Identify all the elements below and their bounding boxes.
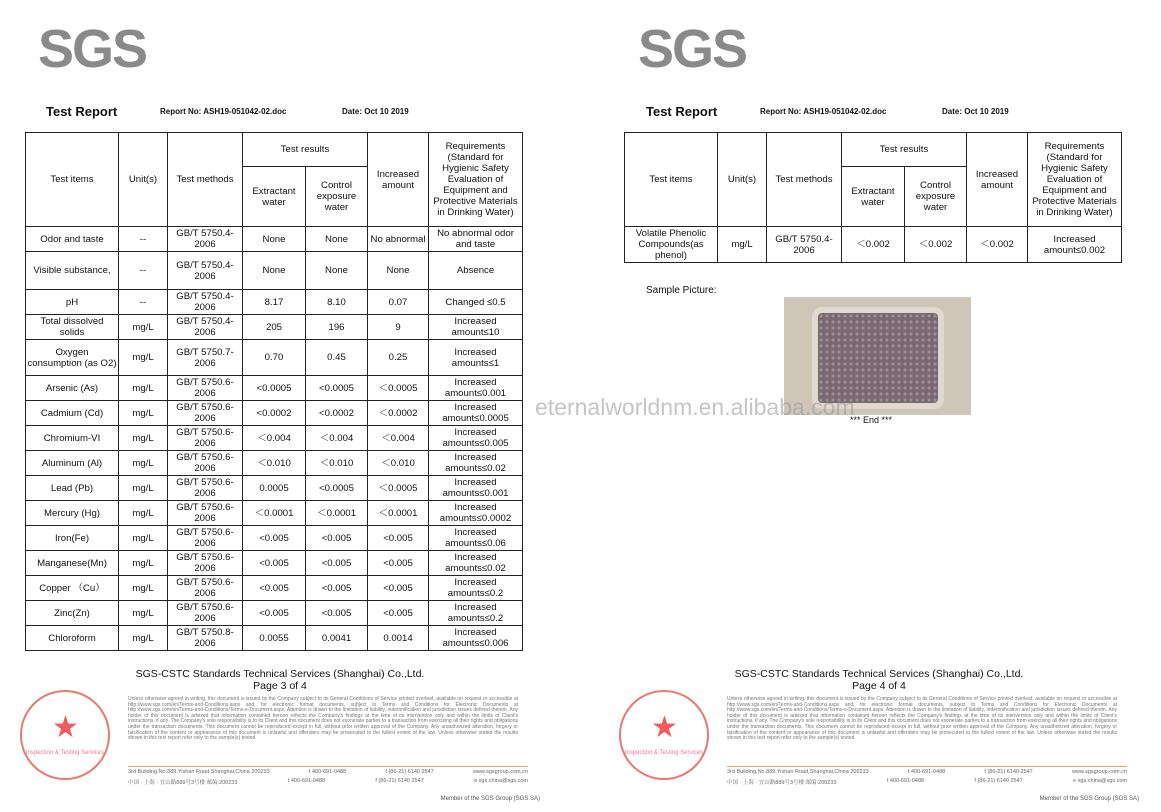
table-cell: None [306,227,368,252]
address-en: 3rd Building,No.889,Yishan Road,Shanghai,China 200233 [727,769,869,775]
table-cell: Increased amounts≤0.006 [429,626,523,651]
fax: f (86-21) 6140 2547 [974,778,1023,784]
table-cell: 0.0014 [368,626,429,651]
table-cell: GB/T 5750.4-2006 [168,252,243,290]
website[interactable]: www.sgsgroup.com.cn [472,769,528,775]
table-cell: 8.10 [306,290,368,315]
address-cn: 中国 · 上海 · 宜山路889号3号楼 邮编:200233 [727,780,837,786]
watermark: eternalworldnm.en.alibaba.com [535,394,855,420]
table-row [26,501,523,526]
table-row [26,340,523,376]
table-cell: <0.005 [306,551,368,576]
table-cell: Increased amount≤0.002 [1028,227,1122,263]
table-cell: GB/T 5750.6-2006 [168,501,243,526]
table-cell: Mercury (Hg) [26,501,119,526]
table-cell: Lead (Pb) [26,476,119,501]
table-cell: 0.70 [243,340,306,376]
table-cell: GB/T 5750.6-2006 [168,451,243,476]
table-cell: Increased amounts≤0.02 [429,451,523,476]
fax: f (86-21) 6140 2547 [385,769,434,775]
table-cell: ＜0.010 [306,451,368,476]
table-cell: Absence [429,252,523,290]
table-cell: GB/T 5750.6-2006 [168,376,243,401]
table-cell: GB/T 5750.4-2006 [168,227,243,252]
table-cell: Changed ≤0.5 [429,290,523,315]
table-cell: GB/T 5750.4-2006 [767,227,842,263]
col-test-items: Test items [625,133,718,227]
table-cell: GB/T 5750.6-2006 [168,401,243,426]
report-date: Date: Oct 10 2019 [942,107,1009,116]
stamp-text: Inspection & Testing Services [624,750,704,756]
table-cell: GB/T 5750.4-2006 [168,290,243,315]
address-block [727,766,1127,787]
table-cell: Increased amounts≤0.001 [429,476,523,501]
email[interactable]: e sgs.china@sgs.com [1073,778,1127,784]
table-cell: Increased amounts≤0.005 [429,426,523,451]
table-row [26,576,523,601]
col-test-results: Test results [842,133,967,167]
table-cell: <0.005 [368,551,429,576]
table-cell: mg/L [119,426,168,451]
table-cell: <0.0005 [306,376,368,401]
table-cell: <0.005 [243,551,306,576]
footer-company [0,668,560,692]
table-cell: <0.005 [243,601,306,626]
table-cell: Manganese(Mn) [26,551,119,576]
address-cn: 中国 · 上海 · 宜山路889号3号楼 邮编:200233 [128,780,238,786]
table-cell: Volatile Phenolic Compounds(as phenol) [625,227,718,263]
table-cell: mg/L [119,476,168,501]
col-extractant: Extractant water [842,167,905,227]
report-page-3 [0,0,560,812]
table-cell: 0.45 [306,340,368,376]
col-units: Unit(s) [119,133,168,227]
table-cell: Aluminum (Al) [26,451,119,476]
table-cell: mg/L [119,526,168,551]
table-cell: 0.0055 [243,626,306,651]
end-marker: *** End *** [850,415,893,425]
table-cell: Odor and taste [26,227,119,252]
table-cell: ＜0.0001 [368,501,429,526]
table-cell: 196 [306,315,368,340]
tel: t 400-691-0488 [907,769,946,775]
tel: t 400-691-0488 [287,778,326,784]
col-extractant: Extractant water [243,167,306,227]
col-methods: Test methods [168,133,243,227]
table-cell: ＜0.0001 [243,501,306,526]
table-cell: ＜0.002 [905,227,967,263]
table-cell: ＜0.010 [243,451,306,476]
col-increased: Increased amount [368,133,429,227]
website[interactable]: www.sgsgroup.com.cn [1071,769,1127,775]
col-requirements: Requirements (Standard for Hygienic Safety Evaluation of Equipment and Protective Materials in Drinking Water) [1028,133,1122,227]
col-units: Unit(s) [718,133,767,227]
table-cell: <0.005 [368,576,429,601]
report-number: Report No: ASH19-051042-02.doc [760,107,887,116]
table-cell: 0.07 [368,290,429,315]
table-cell: GB/T 5750.6-2006 [168,426,243,451]
table-cell: ＜0.0005 [368,376,429,401]
table-cell: pH [26,290,119,315]
table-cell: -- [119,227,168,252]
table-cell: <0.005 [368,601,429,626]
table-cell: <0.005 [306,526,368,551]
table-cell: <0.0002 [306,401,368,426]
page-number: Page 3 of 4 [253,680,307,692]
table-cell: ＜0.0001 [306,501,368,526]
table-cell: No abnormal [368,227,429,252]
table-cell: 205 [243,315,306,340]
table-cell: No abnormal odor and taste [429,227,523,252]
table-row [26,315,523,340]
table-cell: ＜0.004 [306,426,368,451]
table-cell: <0.005 [368,526,429,551]
table-cell: <0.0005 [306,476,368,501]
table-cell: Chloroform [26,626,119,651]
table-cell: Cadmium (Cd) [26,401,119,426]
table-cell: ＜0.002 [967,227,1028,263]
table-cell: GB/T 5750.4-2006 [168,315,243,340]
table-cell: None [243,227,306,252]
col-methods: Test methods [767,133,842,227]
footer-company [599,668,1159,692]
company-name: SGS-CSTC Standards Technical Services (Shanghai) Co.,Ltd. [135,668,425,680]
table-cell: mg/L [119,576,168,601]
table-cell: mg/L [119,315,168,340]
report-date: Date: Oct 10 2019 [342,107,409,116]
table-row [26,401,523,426]
table-cell: <0.005 [306,576,368,601]
table-cell: ＜0.004 [368,426,429,451]
table-row [26,476,523,501]
sgs-logo: SGS [38,19,147,79]
table-cell: Copper （Cu） [26,576,119,601]
company-stamp [20,690,110,780]
test-results-table [624,132,1122,263]
sample-bag-image [818,313,938,403]
table-cell: ＜0.0002 [368,401,429,426]
star-icon: ★ [651,711,678,744]
table-cell: GB/T 5750.6-2006 [168,601,243,626]
table-cell: GB/T 5750.8-2006 [168,626,243,651]
report-number: Report No: ASH19-051042-02.doc [160,107,287,116]
table-cell: Arsenic (As) [26,376,119,401]
col-test-results: Test results [243,133,368,167]
table-cell: None [306,252,368,290]
sample-picture-label: Sample Picture: [646,285,717,296]
table-cell: GB/T 5750.6-2006 [168,476,243,501]
email[interactable]: e sgs.china@sgs.com [474,778,528,784]
legal-text: Unless otherwise agreed in writing, this document is issued by the Company subject to its General Conditions of Service printed overleaf, available on request or accessible at http://www.sgs.com/en/Terms-and-Conditions.aspx and, for electronic format documents, subject to Terms and Conditions for Electronic Documents at http://www.sgs.com/en/Terms-and-Conditions/Terms-e-Document.aspx. Attention is drawn to the limitation of liability, indemnification and jurisdiction issues defined therein. Any holder of this document is advised that information contained hereon reflects the Company's findings at the time of its intervention only and within the limits of Client's instructions, if any. The Company's sole responsibility is to its Client and this document does not exonerate parties to a transaction from exercising all their rights and obligations under the transaction documents. This document cannot be reproduced except in full, without prior written approval of the Company. Any unauthorized alteration, forgery or falsification of the content or appearance of this document is unlawful and offenders may be prosecuted to the fullest extent of the law. Unless otherwise stated the results shown in this test report refer only to the sample(s) tested. [128,696,518,742]
table-cell: 0.0041 [306,626,368,651]
col-requirements: Requirements (Standard for Hygienic Safety Evaluation of Equipment and Protective Materials in Drinking Water) [429,133,523,227]
stamp-text: Inspection & Testing Services [25,750,105,756]
col-control: Control exposure water [905,167,967,227]
table-cell: <0.0002 [243,401,306,426]
table-row [26,426,523,451]
table-cell: None [243,252,306,290]
table-row [625,227,1122,263]
table-cell: <0.005 [306,601,368,626]
table-cell: mg/L [119,401,168,426]
table-cell: 8.17 [243,290,306,315]
table-cell: <0.005 [243,526,306,551]
tel: t 400-691-0488 [886,778,925,784]
company-stamp [619,690,709,780]
report-title: Test Report [46,104,118,119]
table-cell: Chromium-VI [26,426,119,451]
table-cell: GB/T 5750.6-2006 [168,551,243,576]
table-cell: Iron(Fe) [26,526,119,551]
member-text: Member of the SGS Group (SGS SA) [440,796,540,802]
table-cell: mg/L [119,451,168,476]
fax: f (86-21) 6140 2547 [984,769,1033,775]
table-cell: Increased amounts≤0.2 [429,576,523,601]
table-cell: Increased amount≤10 [429,315,523,340]
table-row [26,376,523,401]
table-cell: Zinc(Zn) [26,601,119,626]
table-cell: Increased amounts≤0.06 [429,526,523,551]
page-number: Page 4 of 4 [852,680,906,692]
table-cell: ＜0.010 [368,451,429,476]
table-row [26,601,523,626]
table-cell: GB/T 5750.6-2006 [168,576,243,601]
table-cell: -- [119,252,168,290]
table-row [26,227,523,252]
table-cell: GB/T 5750.7-2006 [168,340,243,376]
table-cell: 9 [368,315,429,340]
table-cell: Increased amounts≤1 [429,340,523,376]
star-icon: ★ [52,711,79,744]
table-cell: Increased amounts≤0.0002 [429,501,523,526]
table-row [26,290,523,315]
col-increased: Increased amount [967,133,1028,227]
table-cell: 0.25 [368,340,429,376]
table-row [26,551,523,576]
table-cell: mg/L [119,551,168,576]
report-title: Test Report [646,104,718,119]
table-cell: mg/L [119,626,168,651]
company-name: SGS-CSTC Standards Technical Services (Shanghai) Co.,Ltd. [734,668,1024,680]
table-cell: Total dissolved solids [26,315,119,340]
table-cell: None [368,252,429,290]
table-cell: Visible substance, [26,252,119,290]
table-cell: mg/L [119,376,168,401]
sgs-logo: SGS [638,19,747,79]
table-cell: mg/L [718,227,767,263]
table-cell: ＜0.002 [842,227,905,263]
tel: t 400-691-0488 [308,769,347,775]
table-cell: ＜0.0005 [368,476,429,501]
table-row [26,451,523,476]
member-text: Member of the SGS Group (SGS SA) [1039,796,1139,802]
table-cell: 0.0005 [243,476,306,501]
address-en: 3rd Building,No.889,Yishan Road,Shanghai,China 200233 [128,769,270,775]
table-cell: Increased amount≤0.001 [429,376,523,401]
address-block [128,766,528,787]
table-cell: mg/L [119,501,168,526]
table-cell: -- [119,290,168,315]
test-results-table [25,132,523,651]
legal-text: Unless otherwise agreed in writing, this document is issued by the Company subject to its General Conditions of Service printed overleaf, available on request or accessible at http://www.sgs.com/en/Terms-and-Conditions.aspx and, for electronic format documents, subject to Terms and Conditions for Electronic Documents at http://www.sgs.com/en/Terms-and-Conditions/Terms-e-Document.aspx. Attention is drawn to the limitation of liability, indemnification and jurisdiction issues defined therein. Any holder of this document is advised that information contained hereon reflects the Company's findings at the time of its intervention only and within the limits of Client's instructions, if any. The Company's sole responsibility is to its Client and this document does not exonerate parties to a transaction from exercising all their rights and obligations under the transaction documents. This document cannot be reproduced except in full, without prior written approval of the Company. Any unauthorized alteration, forgery or falsification of the content or appearance of this document is unlawful and offenders may be prosecuted to the fullest extent of the law. Unless otherwise stated the results shown in this test report refer only to the sample(s) tested. [727,696,1117,742]
table-cell: Oxygen consumption (as O2) [26,340,119,376]
table-row [26,526,523,551]
table-row [26,626,523,651]
table-cell: Increased amounts≤0.2 [429,601,523,626]
table-cell: mg/L [119,601,168,626]
table-row [26,252,523,290]
table-cell: GB/T 5750.6-2006 [168,526,243,551]
table-cell: <0.0005 [243,376,306,401]
table-cell: Increased amounts≤0.02 [429,551,523,576]
table-cell: ＜0.004 [243,426,306,451]
table-cell: <0.005 [243,576,306,601]
fax: f (86-21) 6140 2547 [375,778,424,784]
col-control: Control exposure water [306,167,368,227]
table-cell: mg/L [119,340,168,376]
table-cell: Increased amount≤0.0005 [429,401,523,426]
col-test-items: Test items [26,133,119,227]
